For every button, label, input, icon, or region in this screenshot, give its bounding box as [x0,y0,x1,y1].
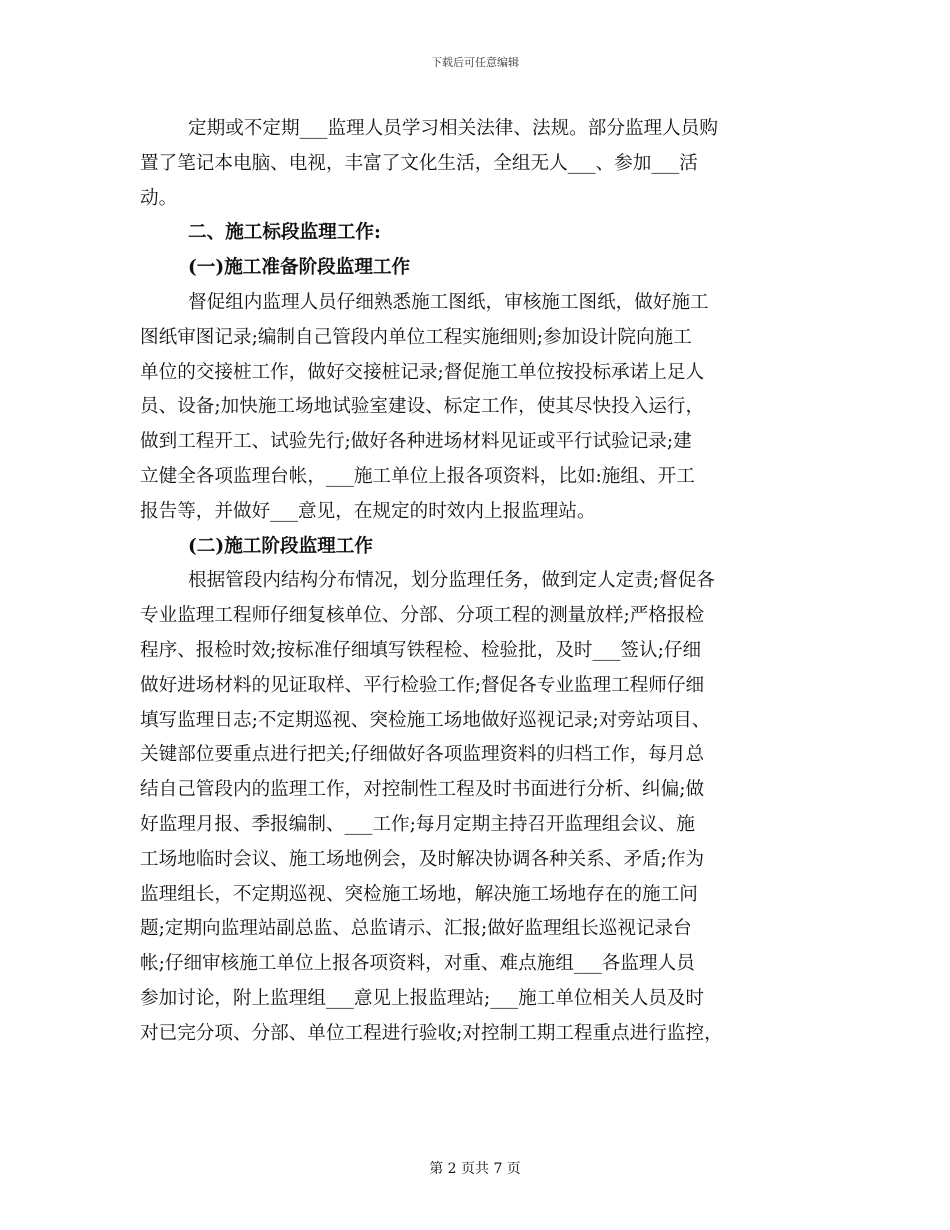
paragraph-line: 动。 [140,187,178,209]
page-header: 下载后可任意编辑 [431,56,519,69]
paragraph-line: 根据管段内结构分布情况，划分监理任务，做到定人定责;督促各 [188,570,715,592]
page-footer: 第 2 页共 7 页 [429,1161,521,1177]
paragraph-line: 程序、报检时效;按标准仔细填写铁程检、检验批，及时___签认;仔细 [140,639,702,661]
paragraph-line: 题;定期向监理站副总监、总监请示、汇报;做好监理组长巡视记录台 [140,918,692,940]
paragraph-line: 图纸审图记录;编制自己管段内单位工程实施细则;参加设计院向施工 [140,326,692,348]
paragraph-line: 好监理月报、季报编制、___工作;每月定期主持召开监理组会议、施 [140,813,695,835]
paragraph-line: 立健全各项监理台帐，___施工单位上报各项资料，比如:施组、开工 [140,465,695,487]
subsection-heading: (二)施工阶段监理工作 [188,535,373,557]
paragraph-line: 置了笔记本电脑、电视，丰富了文化生活，全组无人___、参加___活 [140,152,698,174]
subsection-heading: (一)施工准备阶段监理工作 [188,257,411,279]
paragraph-line: 帐;仔细审核施工单位上报各项资料，对重、难点施组___各监理人员 [140,953,695,975]
paragraph-line: 专业监理工程师仔细复核单位、分部、分项工程的测量放样;严格报检 [140,605,705,627]
paragraph-line: 报告等，并做好___意见，在规定的时效内上报监理站。 [140,500,596,522]
paragraph-line: 关键部位要重点进行把关;仔细做好各项监理资料的归档工作，每月总 [140,744,705,766]
paragraph-line: 对已完分项、分部、单位工程进行验收;对控制工期工程重点进行监控， [140,1022,723,1044]
paragraph-line: 督促组内监理人员仔细熟悉施工图纸，审核施工图纸，做好施工 [188,291,709,313]
paragraph-line: 定期或不定期___监理人员学习相关法律、法规。部分监理人员购 [188,118,718,139]
paragraph-line: 结自己管段内的监理工作，对控制性工程及时书面进行分析、纠偏;做 [140,779,705,801]
paragraph-line: 填写监理日志;不定期巡视、突检施工场地做好巡视记录;对旁站项目、 [140,709,711,731]
paragraph-line: 做到工程开工、试验先行;做好各种进场材料见证或平行试验记录;建 [140,431,692,453]
paragraph-line: 做好进场材料的见证取样、平行检验工作;督促各专业监理工程师仔细 [140,674,705,696]
paragraph-line: 监理组长，不定期巡视、突检施工场地，解决施工场地存在的施工问 [140,883,698,905]
document-body [140,112,812,1052]
paragraph-line: 员、设备;加快施工场地试验室建设、标定工作，使其尽快投入运行， [140,396,705,418]
paragraph-line: 单位的交接桩工作，做好交接桩记录;督促施工单位按投标承诺上足人 [140,361,705,383]
section-heading: 二、施工标段监理工作: [188,222,381,244]
paragraph-line: 参加讨论，附上监理组___意见上报监理站;___施工单位相关人员及时 [140,987,705,1009]
paragraph-line: 工场地临时会议、施工场地例会，及时解决协调各种关系、矛盾;作为 [140,848,705,870]
